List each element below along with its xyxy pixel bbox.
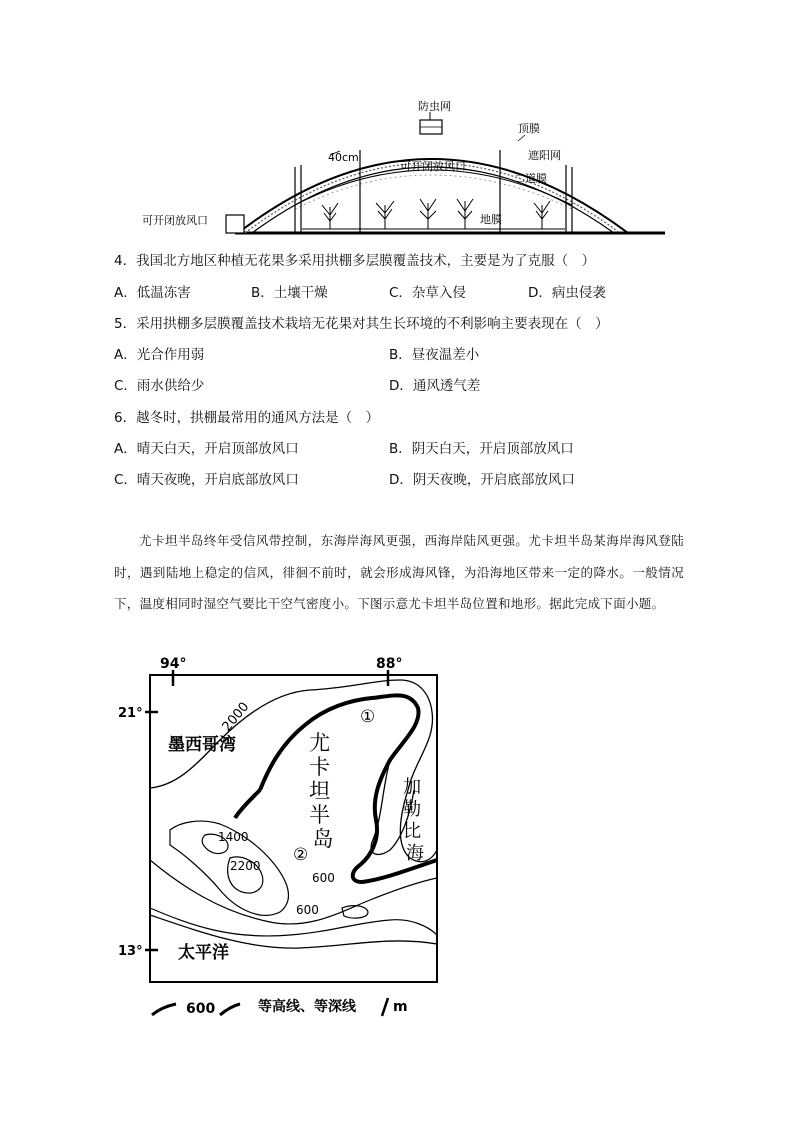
legend-text: 等高线、等深线 xyxy=(258,999,356,1015)
question-6-option-d[interactable]: D．阴天夜晚，开启底部放风口 xyxy=(389,472,575,488)
question-5-stem: 5．采用拱棚多层膜覆盖技术栽培无花果对其生长环境的不利影响主要表现在（ ） xyxy=(114,316,609,332)
yucatan-char: 半 xyxy=(309,803,331,827)
question-5-option-d[interactable]: D．通风透气差 xyxy=(389,378,481,394)
legend-line-icon xyxy=(152,1004,176,1015)
lon-94-label: 94° xyxy=(160,656,187,672)
lat-21-label: 21° xyxy=(118,706,143,721)
yucatan-char: 坦 xyxy=(309,779,331,803)
lat-13-label: 13° xyxy=(118,944,143,959)
top-vent-label: 可开闭放风口 xyxy=(400,160,466,173)
second-film-label: 二道膜 xyxy=(514,172,547,185)
ground-film-label: 地膜 xyxy=(480,213,502,226)
caribbean-char: 海 xyxy=(406,843,424,864)
legend-line-icon-2 xyxy=(220,1004,240,1015)
gap-label: 40cm xyxy=(328,151,359,164)
question-4-stem: 4．我国北方地区种植无花果多采用拱棚多层膜覆盖技术，主要是为了克服（ ） xyxy=(114,253,596,269)
contour-600-island xyxy=(342,906,368,918)
question-5-option-a[interactable]: A．光合作用弱 xyxy=(114,347,205,363)
question-6-option-a[interactable]: A．晴天白天，开启顶部放风口 xyxy=(114,441,299,457)
legend-slash xyxy=(382,998,388,1016)
yucatan-char: 卡 xyxy=(309,755,331,779)
yucatan-map xyxy=(110,650,450,1025)
shade-net-label: 遮阳网 xyxy=(528,149,561,162)
contour-2200-label: 2200 xyxy=(230,859,261,873)
top-film-label: 顶膜 xyxy=(518,122,540,135)
bottom-vent-label: 可开闭放风口 xyxy=(142,214,208,227)
reading-passage: 尤卡坦半岛终年受信风带控制，东海岸海风更强，西海岸陆风更强。尤卡坦半岛某海岸海风登陆时，遇到陆地上稳定的信风，徘徊不前时，就会形成海风锋，为沿海地区带来一定的降水。一般情况下，温度相同时湿空气要比干空气密度小。下图示意尤卡坦半岛位置和地形。据此完成下面小题。 xyxy=(114,533,684,611)
greenhouse-diagram xyxy=(130,95,670,245)
question-4-option-b[interactable]: B．土壤干燥 xyxy=(251,285,328,301)
top-film-inner xyxy=(252,167,614,233)
question-5-option-c[interactable]: C．雨水供给少 xyxy=(114,378,205,394)
legend-unit: m xyxy=(393,999,408,1015)
legend-value: 600 xyxy=(186,1001,216,1017)
yucatan-char: 岛 xyxy=(312,827,334,851)
caribbean-char: 勒 xyxy=(403,799,422,820)
question-5-option-b[interactable]: B．昼夜温差小 xyxy=(389,347,480,363)
yucatan-label xyxy=(309,731,337,851)
insect-net-label: 防虫网 xyxy=(418,100,451,113)
question-4-option-a[interactable]: A．低温冻害 xyxy=(114,285,191,301)
question-4-option-d[interactable]: D．病虫侵袭 xyxy=(528,285,606,301)
contour-1400-label: 1400 xyxy=(218,830,249,844)
caribbean-char: 加 xyxy=(403,777,422,798)
contour-600-b xyxy=(150,908,437,936)
contour-2000-label: 2000 xyxy=(219,699,253,735)
caribbean-label xyxy=(403,777,427,864)
caribbean-char: 比 xyxy=(403,821,422,842)
yucatan-char: 尤 xyxy=(309,731,331,755)
gulf-of-mexico-label: 墨西哥湾 xyxy=(168,735,236,755)
question-6-option-c[interactable]: C．晴天夜晚，开启底部放风口 xyxy=(114,472,299,488)
point-1-label: ① xyxy=(360,707,376,727)
lon-88-label: 88° xyxy=(376,656,403,672)
pacific-label: 太平洋 xyxy=(178,943,229,963)
question-6-stem: 6．越冬时，拱棚最常用的通风方法是（ ） xyxy=(114,410,380,426)
contour-600-label-a: 600 xyxy=(312,871,335,885)
map-frame xyxy=(150,675,437,982)
question-6-option-b[interactable]: B．阴天白天，开启顶部放风口 xyxy=(389,441,574,457)
point-2-label: ② xyxy=(293,845,309,865)
contour-600-label-b: 600 xyxy=(296,903,319,917)
coastline-west xyxy=(235,790,260,818)
fig-tree xyxy=(322,199,550,229)
bottom-vent-box xyxy=(226,215,244,233)
question-4-option-c[interactable]: C．杂草入侵 xyxy=(389,285,466,301)
contour-600-a xyxy=(150,860,437,924)
